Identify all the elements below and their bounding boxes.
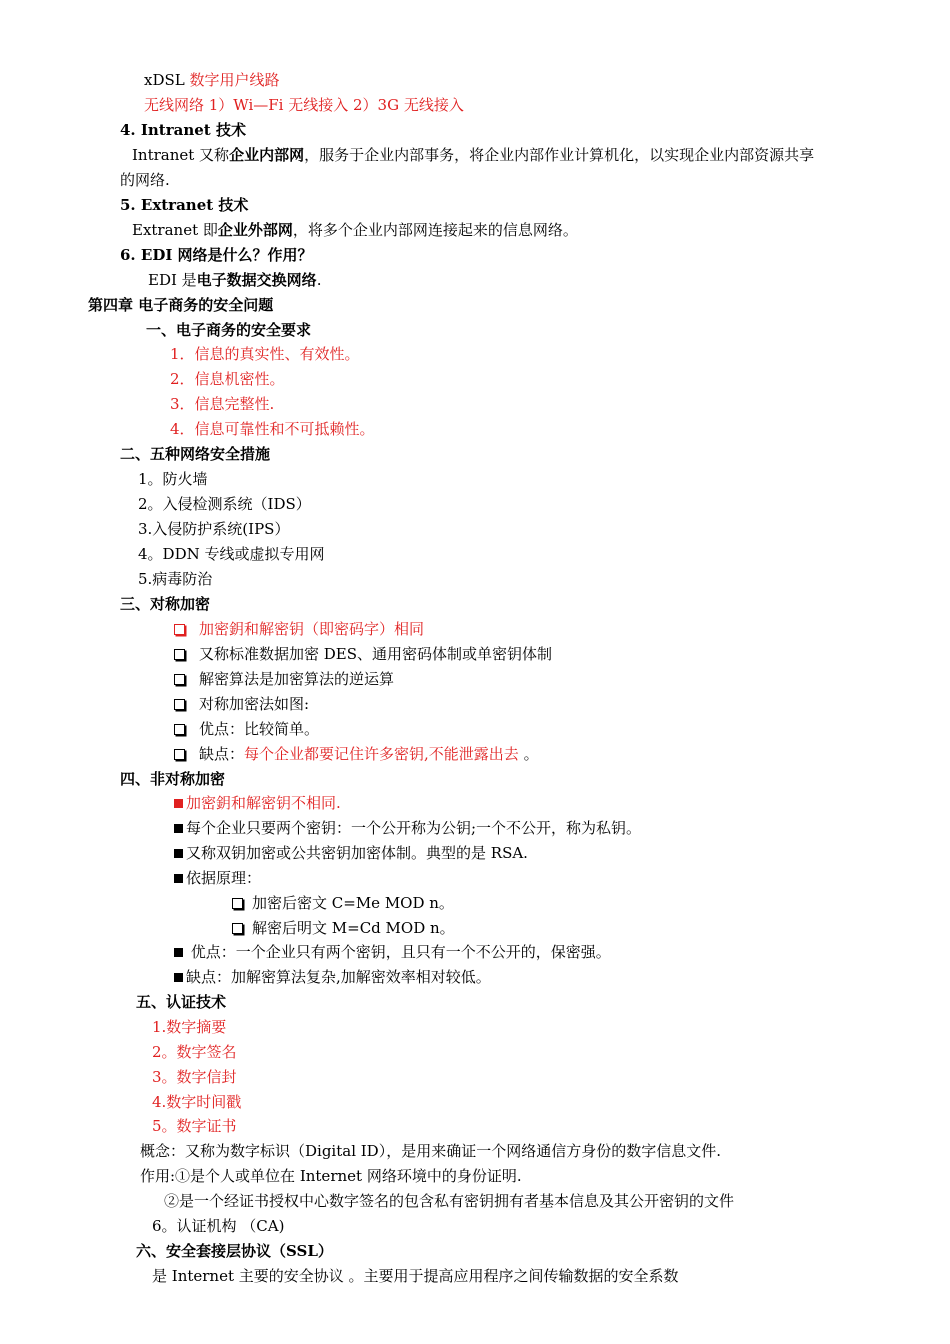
checkbox-bullet-icon bbox=[174, 724, 185, 735]
square-bullet-icon bbox=[174, 948, 183, 957]
cons-end: 。 bbox=[518, 745, 539, 763]
section5-item: 1.数字摘要 bbox=[152, 1018, 227, 1036]
checkbox-bullet-icon bbox=[174, 624, 185, 635]
section4-subitem bbox=[232, 893, 454, 913]
section3-item bbox=[174, 719, 319, 739]
extranet-desc-a: Extranet 即 bbox=[132, 221, 218, 239]
section2-item: 3.入侵防护系统(IPS） bbox=[138, 520, 290, 538]
certificate-use-1: 作用:①是个人或单位在 Internet 网络环境中的身份证明. bbox=[140, 1167, 522, 1185]
edi-desc bbox=[148, 270, 321, 290]
section3-item bbox=[174, 644, 552, 664]
intranet-desc-cont: 的网络. bbox=[120, 171, 170, 189]
section4-cons bbox=[174, 967, 491, 987]
section3-cons bbox=[174, 744, 539, 764]
section3-item-text: 对称加密法如图: bbox=[199, 695, 310, 713]
cons-text: 每个企业都要记住许多密钥,不能泄露出去 bbox=[244, 745, 519, 763]
section3-item-text: 解密算法是加密算法的逆运算 bbox=[199, 670, 395, 688]
edi-desc-a: EDI 是 bbox=[148, 271, 197, 289]
square-bullet-icon bbox=[174, 849, 183, 858]
checkbox-bullet-icon bbox=[174, 699, 185, 710]
section4-item-text: 加密鈅和解密钥不相同. bbox=[186, 794, 341, 812]
section4-title: 四、非对称加密 bbox=[120, 770, 226, 788]
section4-pros bbox=[174, 942, 611, 962]
section4-item bbox=[174, 793, 341, 813]
chapter-title: 第四章 电子商务的安全问题 bbox=[88, 296, 274, 314]
intranet-heading: 4. Intranet 技术 bbox=[120, 121, 246, 139]
certificate-authority: 6。认证机构 （CA) bbox=[152, 1217, 285, 1235]
section3-item bbox=[174, 669, 394, 689]
section5-title: 五、认证技术 bbox=[136, 993, 227, 1011]
section4-item-text: 依据原理： bbox=[186, 869, 262, 887]
section4-item bbox=[174, 818, 641, 838]
section4-item bbox=[174, 843, 528, 863]
section2-item: 2。入侵检测系统（IDS） bbox=[138, 495, 311, 513]
section1-item: 1．信息的真实性、有效性。 bbox=[170, 345, 360, 363]
intranet-term: 企业内部网 bbox=[229, 146, 305, 164]
xdsl-desc: 数字用户线路 bbox=[189, 71, 280, 89]
checkbox-bullet-icon bbox=[232, 898, 243, 909]
section4-item-text: 每个企业只要两个密钥：一个公开称为公钥;一个不公开，称为私钥。 bbox=[186, 819, 642, 837]
section5-item: 5。数字证书 bbox=[152, 1117, 237, 1135]
section3-item-text: 又称标准数据加密 DES、通用密码体制或单密钥体制 bbox=[199, 645, 553, 663]
checkbox-bullet-icon bbox=[174, 749, 185, 760]
section4-item bbox=[174, 868, 261, 888]
edi-term: 电子数据交换网络 bbox=[196, 271, 317, 289]
section1-title: 一、电子商务的安全要求 bbox=[146, 321, 312, 339]
extranet-desc-c: ，将多个企业内部网连接起来的信息网络。 bbox=[292, 221, 578, 239]
section6-title: 六、安全套接层协议（SSL） bbox=[136, 1242, 333, 1260]
wireless-line: 无线网络 1）Wi—Fi 无线接入 2）3G 无线接入 bbox=[144, 96, 464, 114]
xdsl-line bbox=[144, 70, 280, 90]
section3-item bbox=[174, 619, 424, 639]
section2-title: 二、五种网络安全措施 bbox=[120, 445, 271, 463]
section5-item: 4.数字时间戳 bbox=[152, 1093, 242, 1111]
section3-item-text: 加密鈅和解密钥（即密码字）相同 bbox=[199, 620, 425, 638]
section2-item: 5.病毒防治 bbox=[138, 570, 213, 588]
section2-item: 1。防火墙 bbox=[138, 470, 208, 488]
section3-title: 三、对称加密 bbox=[120, 595, 211, 613]
intranet-desc-a: Intranet 又称 bbox=[132, 146, 230, 164]
intranet-desc-c: ，服务于企业内部事务，将企业内部作业计算机化，以实现企业内部资源共享 bbox=[304, 146, 815, 164]
edi-heading: 6. EDI 网络是什么？作用？ bbox=[120, 246, 313, 264]
ssl-desc: 是 Internet 主要的安全协议 。主要用于提高应用程序之间传输数据的安全系数 bbox=[152, 1267, 679, 1285]
section4-subitem-text: 加密后密文 C=Me MOD n。 bbox=[252, 894, 454, 912]
section4-cons-text: 缺点：加解密算法复杂,加解密效率相对较低。 bbox=[186, 968, 491, 986]
section2-item: 4。DDN 专线或虚拟专用网 bbox=[138, 545, 325, 563]
intranet-desc bbox=[132, 145, 814, 165]
square-bullet-icon bbox=[174, 799, 183, 808]
section4-subitem-text: 解密后明文 M=Cd MOD n。 bbox=[252, 919, 455, 937]
section4-item-text: 又称双钥加密或公共密钥加密体制。典型的是 RSA. bbox=[186, 844, 528, 862]
section5-item: 2。数字签名 bbox=[152, 1043, 237, 1061]
checkbox-bullet-icon bbox=[232, 923, 243, 934]
square-bullet-icon bbox=[174, 874, 183, 883]
extranet-desc bbox=[132, 220, 578, 240]
certificate-use-2: ②是一个经证书授权中心数字签名的包含私有密钥拥有者基本信息及其公开密钥的文件 bbox=[164, 1192, 735, 1210]
xdsl-prefix: xDSL bbox=[144, 71, 190, 89]
checkbox-bullet-icon bbox=[174, 674, 185, 685]
section4-pros-text: 优点：一个企业只有两个密钥，且只有一个不公开的，保密强。 bbox=[186, 943, 611, 961]
square-bullet-icon bbox=[174, 824, 183, 833]
edi-desc-c: . bbox=[316, 271, 322, 289]
section4-subitem bbox=[232, 918, 455, 938]
section3-item-text: 优点：比较简单。 bbox=[199, 720, 320, 738]
square-bullet-icon bbox=[174, 973, 183, 982]
section5-item: 3。数字信封 bbox=[152, 1068, 237, 1086]
section1-item: 2．信息机密性。 bbox=[170, 370, 285, 388]
certificate-concept: 概念：又称为数字标识（Digital ID），是用来确证一个网络通信方身份的数字信息文件. bbox=[140, 1142, 721, 1160]
section1-item: 4．信息可靠性和不可抵赖性。 bbox=[170, 420, 375, 438]
cons-label: 缺点： bbox=[199, 745, 245, 763]
extranet-term: 企业外部网 bbox=[217, 221, 293, 239]
section3-item bbox=[174, 694, 309, 714]
section1-item: 3．信息完整性. bbox=[170, 395, 275, 413]
checkbox-bullet-icon bbox=[174, 649, 185, 660]
extranet-heading: 5. Extranet 技术 bbox=[120, 196, 249, 214]
